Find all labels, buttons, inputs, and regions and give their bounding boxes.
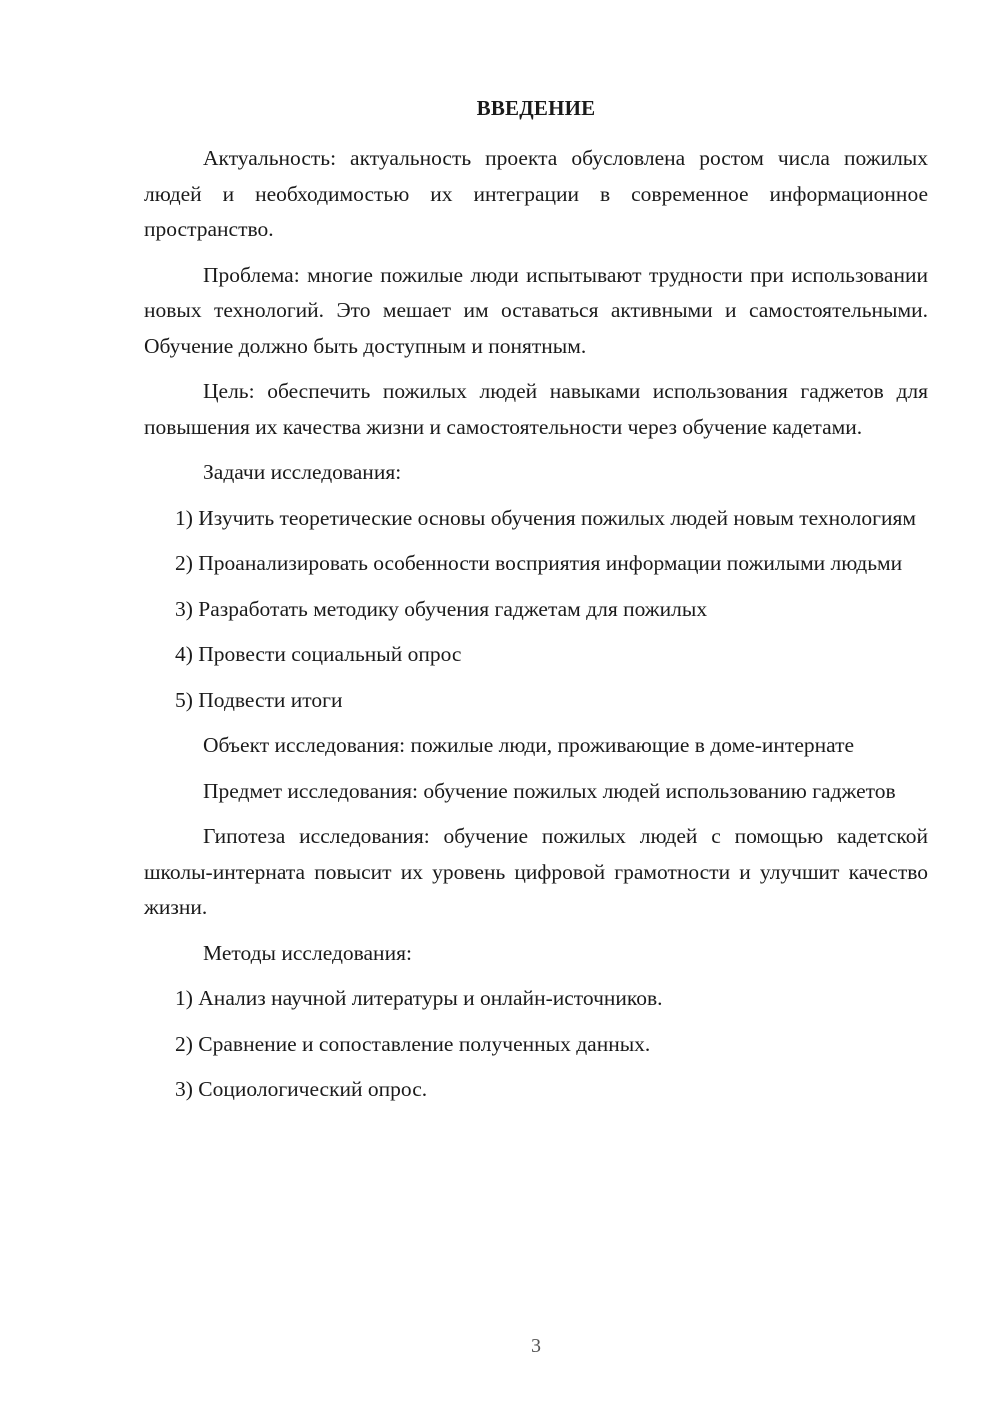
page-title: ВВЕДЕНИЕ (476, 96, 596, 120)
goal-paragraph: Цель: обеспечить пожилых людей навыками использования гаджетов для повышения их качества жизни и самостоятельности через обучение кадетами. (144, 379, 928, 439)
document-body (144, 141, 928, 1118)
object-paragraph: Объект исследования: пожилые люди, проживающие в доме-интернате (203, 733, 855, 757)
task-item: 3) Разработать методику обучения гаджетам для пожилых (175, 596, 708, 621)
subject-paragraph: Предмет исследования: обучение пожилых людей использованию гаджетов (203, 778, 896, 803)
hypothesis-paragraph: Гипотеза исследования: обучение пожилых людей с помощью кадетской школы-интерната повысит их уровень цифровой грамотности и улучшит качество жизни. (144, 824, 928, 919)
relevance-paragraph: Актуальность: актуальность проекта обусловлена ростом числа пожилых людей и необходимостью их интеграции в современное информационное пространство. (144, 146, 928, 241)
task-item: 1) Изучить теоретические основы обучения пожилых людей новым технологиям (175, 505, 916, 530)
methods-heading: Методы исследования: (203, 940, 412, 965)
tasks-heading: Задачи исследования: (203, 460, 402, 484)
task-item: 2) Проанализировать особенности восприятия информации пожилыми людьми (175, 551, 903, 575)
task-item: 4) Провести социальный опрос (175, 642, 462, 666)
page-number: 3 (531, 1335, 541, 1357)
method-item: 1) Анализ научной литературы и онлайн-источников. (175, 986, 663, 1010)
method-item: 3) Социологический опрос. (175, 1077, 428, 1101)
task-item: 5) Подвести итоги (175, 687, 343, 712)
method-item: 2) Сравнение и сопоставление полученных данных. (175, 1031, 651, 1056)
problem-paragraph: Проблема: многие пожилые люди испытывают трудности при использовании новых технологий. Это мешает им оставаться активными и самостоятельными. Обучение должно быть доступным и понятным. (144, 262, 928, 358)
